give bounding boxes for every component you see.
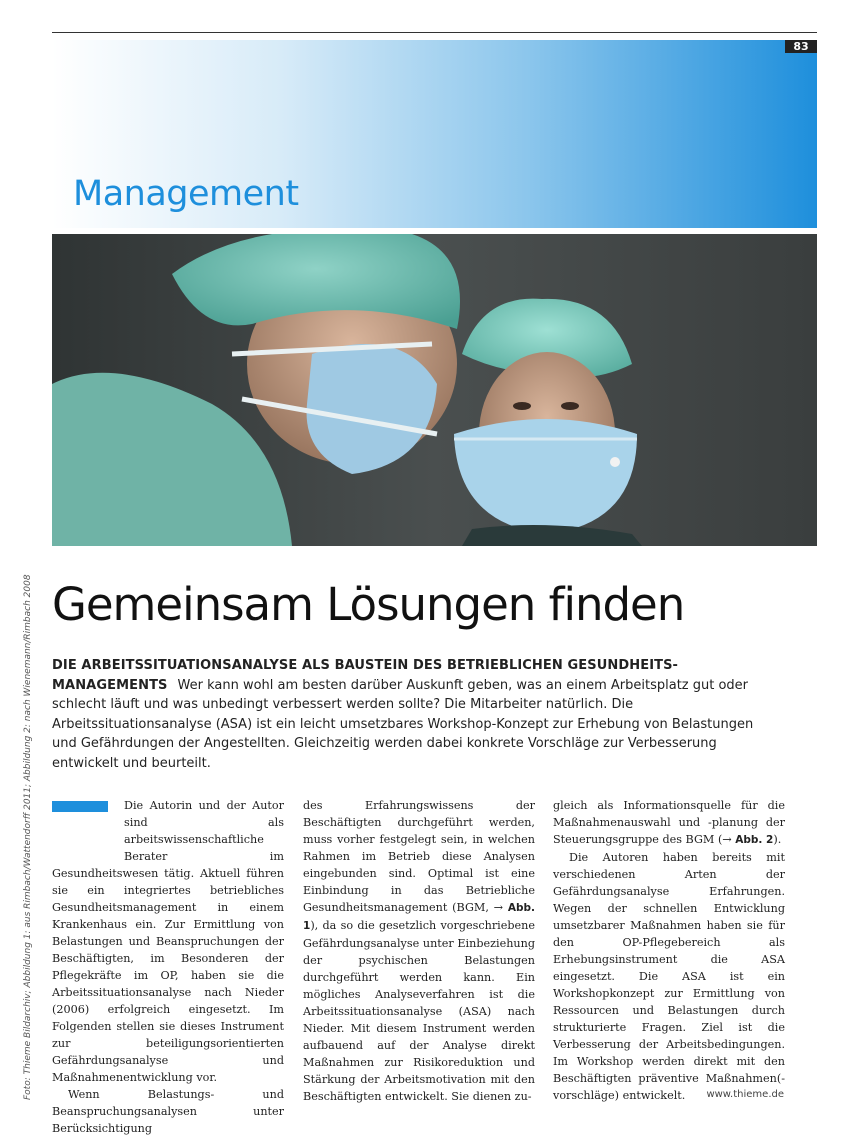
column-2-paragraph-1: des Erfahrungswissens der Beschäftigten durchgeführt werden, muss vorher festgelegt sein, in welchen Rahmen im Betrieb diese Analysen eingebunden sind. Optimal ist eine Einbindung in das Betriebliche Gesundheitsmanagement (BGM, → Abb. 1), da so die gesetzlich vorgeschriebene Gefährdungsanalyse unter Einbeziehung der psychischen Belastungen durchgeführt werden kann. Ein mögliches Analyseverfahren ist die Arbeitssituationsanalyse (ASA) nach Nieder. Mit diesem Instrument werden aufbauend auf der Analyse direkt Maßnahmen zur Risikoreduktion und Stärkung der Arbeitsmotivation mit den Beschäftigten entwickelt. Sie dienen zu-	[303, 799, 535, 1103]
column-1-paragraph-1: Die Autorin und der Autor sind als arbeitswissenschaftliche Berater im Gesundheitswesen tätig. Aktuell führen sie ein integriertes betriebliches Gesundheitsmanagement in einem Krankenhaus ein. Zur Ermittlung von Belastungen und Beanspruchungen der Beschäftigten, im Besonderen der Pflegekräfte im OP, haben sie die Arbeitssituationsanalyse nach Nieder (2006) erfolgreich eingesetzt. Im Folgenden stellen sie dieses Instrument zur beteiligungsorientierten Gefährdungsanalyse und Maßnahmenentwicklung vor.	[52, 799, 284, 1084]
article-lead	[52, 656, 764, 773]
text-column-2	[303, 797, 535, 1105]
lead-text: Wer kann wohl am besten darüber Auskunft geben, was an einem Arbeitsplatz gut oder schlecht läuft und was unbedingt verbessert werden sollte? Die Mitarbeiter natürlich. Die Arbeitssituationsanalyse (ASA) ist ein leicht umsetzbares Workshop-Konzept zur Erhebung von Belastungen und Gefährdungen der Angestellten. Gleichzeitig werden dabei konkrete Vorschläge zur Verbesserung entwickelt und beurteilt.	[52, 677, 754, 771]
accent-marker	[52, 801, 108, 812]
column-3-paragraph-1: gleich als Informationsquelle für die Maßnahmenauswahl und -planung der Steuerungsgruppe des BGM (→ Abb. 2).	[553, 799, 785, 846]
page-number: 83	[785, 40, 817, 53]
text-column-1	[52, 797, 284, 1137]
article-headline: Gemeinsam Lösungen finden	[52, 578, 685, 631]
section-title: Management	[73, 174, 299, 214]
lead-kicker: DIE ARBEITSSITUATIONSANALYSE ALS BAUSTEIN DES BETRIEBLICHEN GESUNDHEITS-MANAGEMENTS	[52, 658, 679, 693]
column-3-paragraph-2: Die Autoren haben bereits mit verschiedenen Arten der Gefährdungsanalyse Erfahrungen. Wegen der schnellen Entwicklung umsetzbarer Maßnahmen haben sie für den OP-Pflegebereich als Erhebungsinstrument die ASA eingesetzt. Die ASA ist ein Workshopkonzept zur Ermittlung von Ressourcen und Belastungen durch strukturierte Fragen. Ziel ist die Verbesserung der Arbeitsbedingungen. Im Workshop werden direkt mit den Beschäftigten präventive Maßnahmen(-vorschläge) entwickelt.	[553, 851, 785, 1102]
photo-credit: Foto: Thieme Bildarchiv; Abbildung 1: aus Rimbach/Wattendorff 2011; Abbildung 2: nach Wienemann/Rimbach 2008	[23, 574, 33, 1100]
figure-ref-2[interactable]: Abb. 2	[735, 834, 774, 846]
footer-url[interactable]: www.thieme.de	[706, 1089, 784, 1100]
hero-photo	[52, 234, 817, 546]
top-rule	[52, 32, 817, 33]
column-1-paragraph-2: Wenn Belastungs- und Beanspruchungsanalysen unter Berücksichtigung	[52, 1088, 284, 1135]
figure-ref-1[interactable]: Abb. 1	[303, 902, 535, 932]
text-column-3	[553, 797, 785, 1104]
section-banner	[52, 40, 817, 228]
